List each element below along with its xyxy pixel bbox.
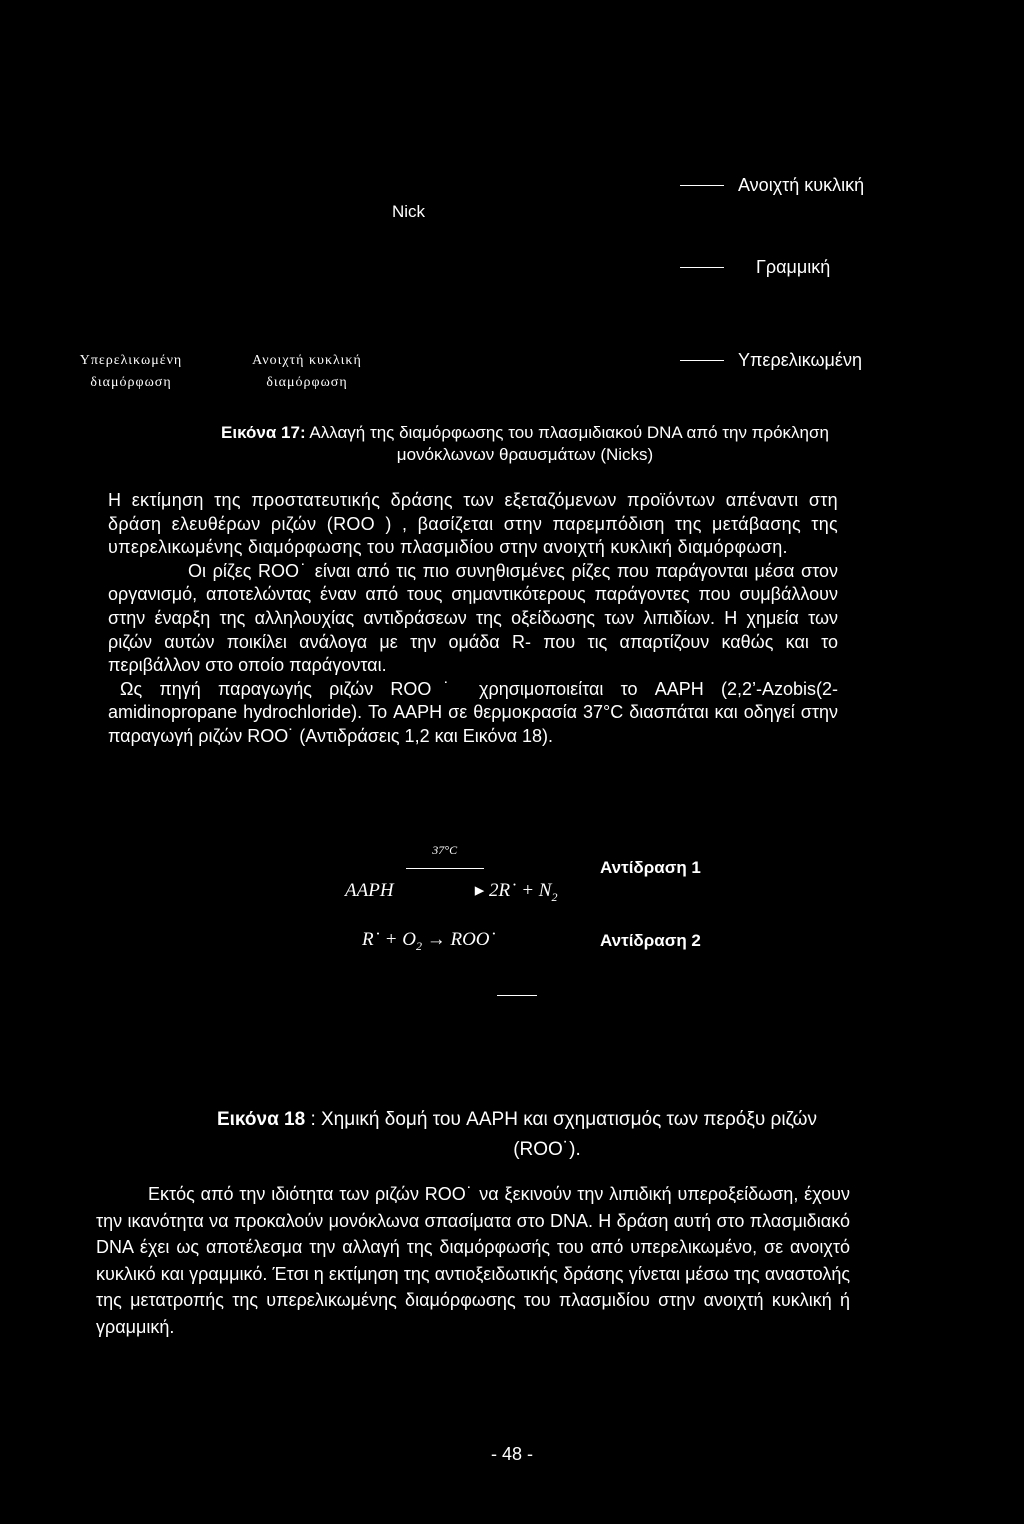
reaction-arrow: →	[426, 929, 446, 950]
reaction-condition: 37°C	[432, 843, 458, 857]
legend-supercoiled	[680, 350, 862, 371]
caption-text: (ROO˙).	[513, 1139, 581, 1160]
reaction-rhs: ROO˙	[450, 929, 496, 950]
figure-18-caption	[100, 1105, 934, 1165]
legend-label: Γραμμική	[756, 257, 831, 277]
caption-text: Αλλαγή της διαμόρφωσης του πλασμιδιακού DNA από την πρόκληση	[305, 423, 829, 442]
reaction-subscript: 2	[551, 889, 558, 904]
body-text-upper	[108, 489, 838, 749]
gel-label-line: Υπερελικωμένη	[79, 353, 183, 368]
legend-open-circular	[680, 175, 864, 196]
nick-label: Nick	[392, 202, 426, 221]
paragraph-2: Οι ρίζες ROO˙ είναι από τις πιο συνηθισμένες ρίζες που παράγονται μέσα στον οργανισμό, αποτελώντας έναν από τους σημαντικότερους παράγοντες που συμβάλλουν στην έναρξη της αλληλουχίας αντιδράσεων της οξείδωσης των λιπιδίων. Η χημεία των ριζών αυτών ποικίλει ανάλογα με την ομάδα R- που τις απαρτίζουν καθώς και το περιβάλλον στο οποίο παράγονται.	[108, 560, 838, 676]
reaction-1-equation	[345, 843, 558, 905]
reaction-2-label: Αντίδραση 2	[600, 931, 701, 950]
gel-label-line: Ανοιχτή κυκλική	[252, 353, 362, 368]
caption-label: Εικόνα 18	[216, 1109, 306, 1130]
legend-label: Ανοιχτή κυκλική	[738, 175, 865, 195]
reaction-arrow: 37°C ▸	[398, 857, 484, 902]
legend-linear	[680, 257, 830, 278]
reaction-1-label: Αντίδραση 1	[600, 858, 701, 877]
legend-line	[680, 267, 724, 268]
caption-text: μονόκλωνων θραυσμάτων (Nicks)	[396, 445, 654, 464]
reaction-rhs: 2R˙ + N	[489, 880, 552, 901]
gel-label-line: διαμόρφωση	[90, 375, 172, 390]
gel-label-open-circular	[222, 350, 392, 394]
paragraph-3: Ως πηγή παραγωγής ριζών ROO˙ χρησιμοποιείται το AAPH (2,2’-Azobis(2-amidinopropane hydrochloride). Το AAPH σε θερμοκρασία 37°C διασπάται και οδηγεί στην παραγωγή ριζών ROO˙ (Αντιδράσεις 1,2 και Εικόνα 18).	[108, 678, 838, 746]
caption-label: Εικόνα 17:	[221, 423, 306, 442]
legend-label: Υπερελικωμένη	[738, 350, 862, 370]
reaction-2-equation	[362, 929, 496, 954]
legend-line	[680, 185, 724, 186]
reaction-subscript: 2	[415, 938, 422, 953]
figure-17-caption	[140, 422, 910, 466]
paragraph-1: Η εκτίμηση της προστατευτικής δράσης των εξεταζόμενων προϊόντων απέναντι στη δράση ελευθέρων ριζών (ROO ) , βασίζεται στην παρεμπόδιση της μετάβασης της υπερελικωμένης διαμόρφωσης του πλασμιδίου στην ανοιχτή κυκλική διαμόρφωση.	[108, 490, 838, 558]
gel-label-supercoiled	[56, 350, 206, 394]
paragraph-4: Εκτός από την ιδιότητα των ριζών ROO˙ να ξεκινούν την λιπιδική υπεροξείδωση, έχουν την ικανότητα να προκαλούν μονόκλωνα σπασίματα στο DNA. Η δράση αυτή στο πλασμιδιακό DNA έχει ως αποτέλεσμα την αλλαγή της διαμόρφωσής του από υπερελικωμένο, σε ανοιχτό κυκλικό και γραμμικό. Έτσι η εκτίμηση της αντιοξειδωτικής δράσης γίνεται μέσω της αναστολής της μετατροπής της υπερελικωμένης διαμόρφωσης του πλασμιδίου στην ανοιχτή κυκλική ή γραμμική.	[96, 1184, 850, 1337]
legend-line	[680, 360, 724, 361]
reaction-lhs: AAPH	[345, 880, 394, 901]
caption-text: : Χημική δομή του AAPH και σχηματισμός των περόξυ ριζών	[305, 1109, 817, 1130]
divider	[497, 995, 537, 996]
page-number: - 48 -	[490, 1444, 533, 1464]
gel-label-line: διαμόρφωση	[266, 375, 348, 390]
reaction-lhs: R˙ + O	[362, 929, 416, 950]
